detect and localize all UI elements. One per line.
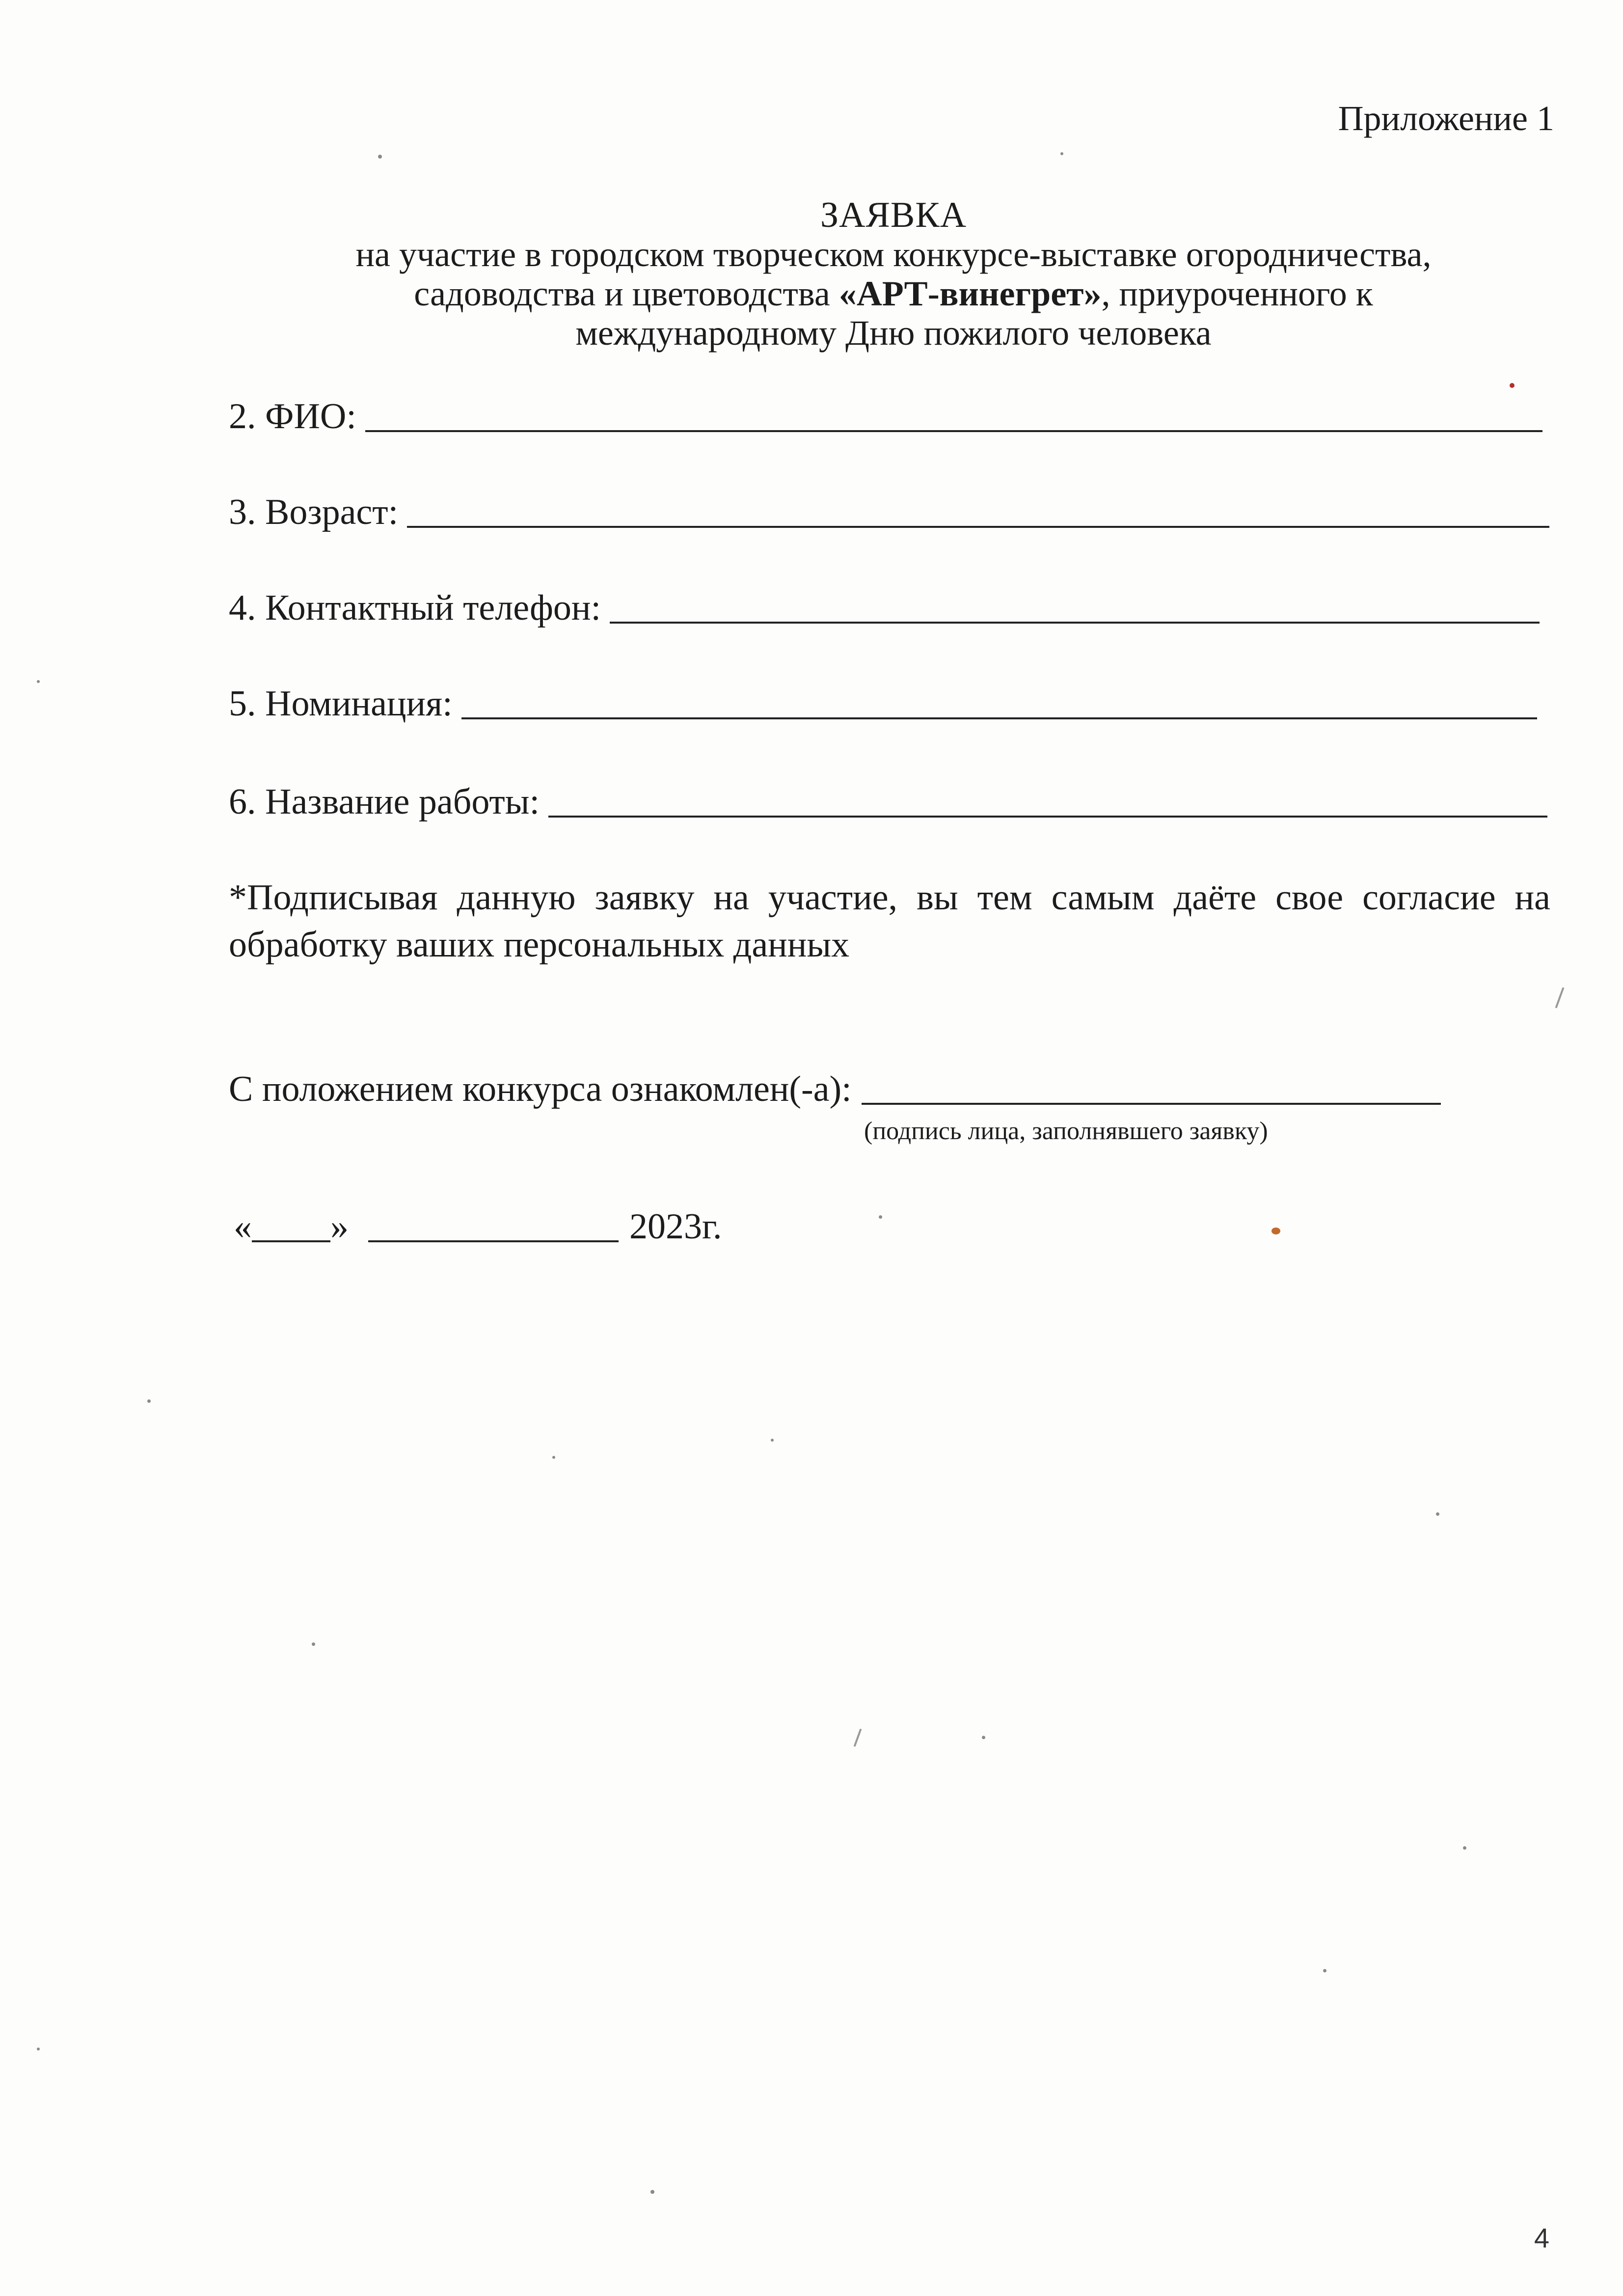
scan-speck — [650, 2190, 654, 2194]
page-number: 4 — [1534, 2222, 1549, 2253]
age-input-line[interactable] — [407, 497, 1549, 528]
field-label-work-title: 6. Название работы: — [229, 782, 540, 822]
field-label-phone: 4. Контактный телефон: — [229, 588, 601, 628]
month-blank[interactable] — [368, 1212, 619, 1242]
scan-mark — [1555, 987, 1565, 1009]
heading-line-1: на участие в городском творческом конкурсе-выставке огородничества, — [355, 235, 1432, 274]
day-blank[interactable] — [252, 1212, 330, 1242]
field-label-nomination: 5. Номинация: — [229, 683, 453, 724]
scan-speck — [378, 155, 382, 159]
scan-speck — [771, 1439, 774, 1442]
date-close-quote: » — [330, 1206, 349, 1247]
nomination-input-line[interactable] — [461, 689, 1537, 719]
heading-line-3: международному Дню пожилого человека — [575, 313, 1212, 353]
field-work-title — [229, 783, 1547, 820]
acknowledgement-label: С положением конкурса ознакомлен(-а): — [229, 1069, 852, 1109]
date-year: 2023г. — [629, 1206, 722, 1247]
scan-speck — [312, 1642, 315, 1646]
heading-line-2-end: , приуроченного к — [1101, 274, 1373, 313]
document-heading — [231, 195, 1556, 353]
scan-speck — [37, 2048, 40, 2050]
date-open-quote: « — [234, 1206, 252, 1247]
scan-speck — [147, 1399, 151, 1403]
heading-line-2 — [231, 274, 1556, 313]
field-phone — [229, 589, 1540, 626]
scan-speck — [982, 1736, 985, 1739]
consent-note: *Подписывая данную заявку на участие, вы тем самым даёте свое согласие на обработку ваших персональных данных — [229, 877, 1550, 965]
full-name-input-line[interactable] — [365, 402, 1542, 432]
signature-line[interactable] — [862, 1074, 1441, 1105]
scan-speck — [1060, 152, 1063, 155]
field-age — [229, 493, 1549, 530]
scan-speck — [1436, 1512, 1439, 1516]
work-title-input-line[interactable] — [548, 787, 1547, 818]
scan-speck — [879, 1215, 882, 1219]
date-row — [234, 1208, 722, 1245]
acknowledgement-row — [229, 1070, 1441, 1107]
field-label-full-name: 2. ФИО: — [229, 396, 356, 437]
contest-name: «АРТ-винегрет» — [839, 274, 1102, 313]
phone-input-line[interactable] — [610, 593, 1540, 624]
field-label-age: 3. Возраст: — [229, 492, 399, 532]
heading-line-2-start: садоводства и цветоводства — [414, 274, 839, 313]
scan-speck — [1463, 1846, 1466, 1850]
scan-mark — [854, 1728, 862, 1747]
scan-speck — [1323, 1969, 1326, 1972]
scan-speck — [1510, 383, 1515, 388]
appendix-label: Приложение 1 — [1338, 99, 1554, 138]
field-full-name — [229, 398, 1542, 435]
field-nomination — [229, 685, 1537, 722]
scan-speck — [1271, 1228, 1280, 1234]
document-title: ЗАЯВКА — [820, 195, 967, 235]
scan-speck — [37, 680, 40, 683]
signature-caption: (подпись лица, заполнявшего заявку) — [864, 1117, 1268, 1145]
scan-speck — [552, 1456, 555, 1459]
